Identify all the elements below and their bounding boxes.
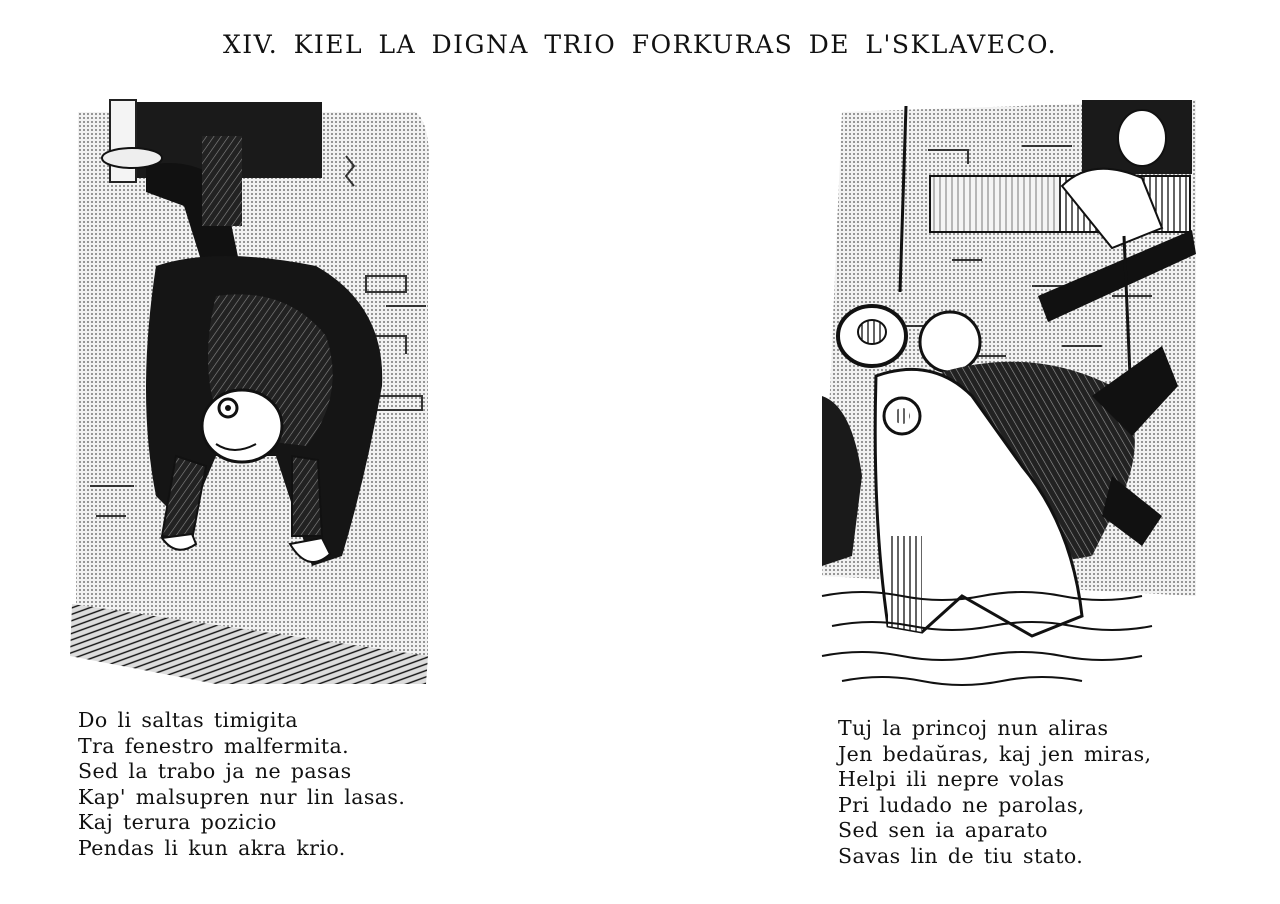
verse-line: Kaj terura pozicio xyxy=(78,810,277,834)
verse-line: Sed sen ia aparato xyxy=(838,818,1048,842)
verse-left xyxy=(78,708,405,861)
verse-line: Jen bedaŭras, kaj jen miras, xyxy=(838,741,1152,766)
verse-line: Pri ludado ne parolas, xyxy=(838,792,1085,817)
verse-line: Do li saltas timigita xyxy=(78,708,299,732)
verse-line: Tra fenestro malfermita. xyxy=(78,733,349,758)
verse-line: Kap' malsupren nur lin lasas. xyxy=(78,784,406,809)
verse-line: Pendas li kun akra krio. xyxy=(78,835,346,860)
verse-line: Tuj la princoj nun aliras xyxy=(838,716,1109,740)
verse-line: Helpi ili nepre volas xyxy=(838,767,1065,791)
verse-line: Savas lin de tiu stato. xyxy=(838,843,1084,868)
page-title: XIV. KIEL LA DIGNA TRIO FORKURAS DE L'SKLAVECO. xyxy=(222,30,1058,59)
illustration-hanging-man xyxy=(66,96,438,688)
verse-line: Sed la trabo ja ne pasas xyxy=(78,759,352,783)
illustration-princes-rescue xyxy=(812,96,1208,692)
verse-right xyxy=(838,716,1151,869)
